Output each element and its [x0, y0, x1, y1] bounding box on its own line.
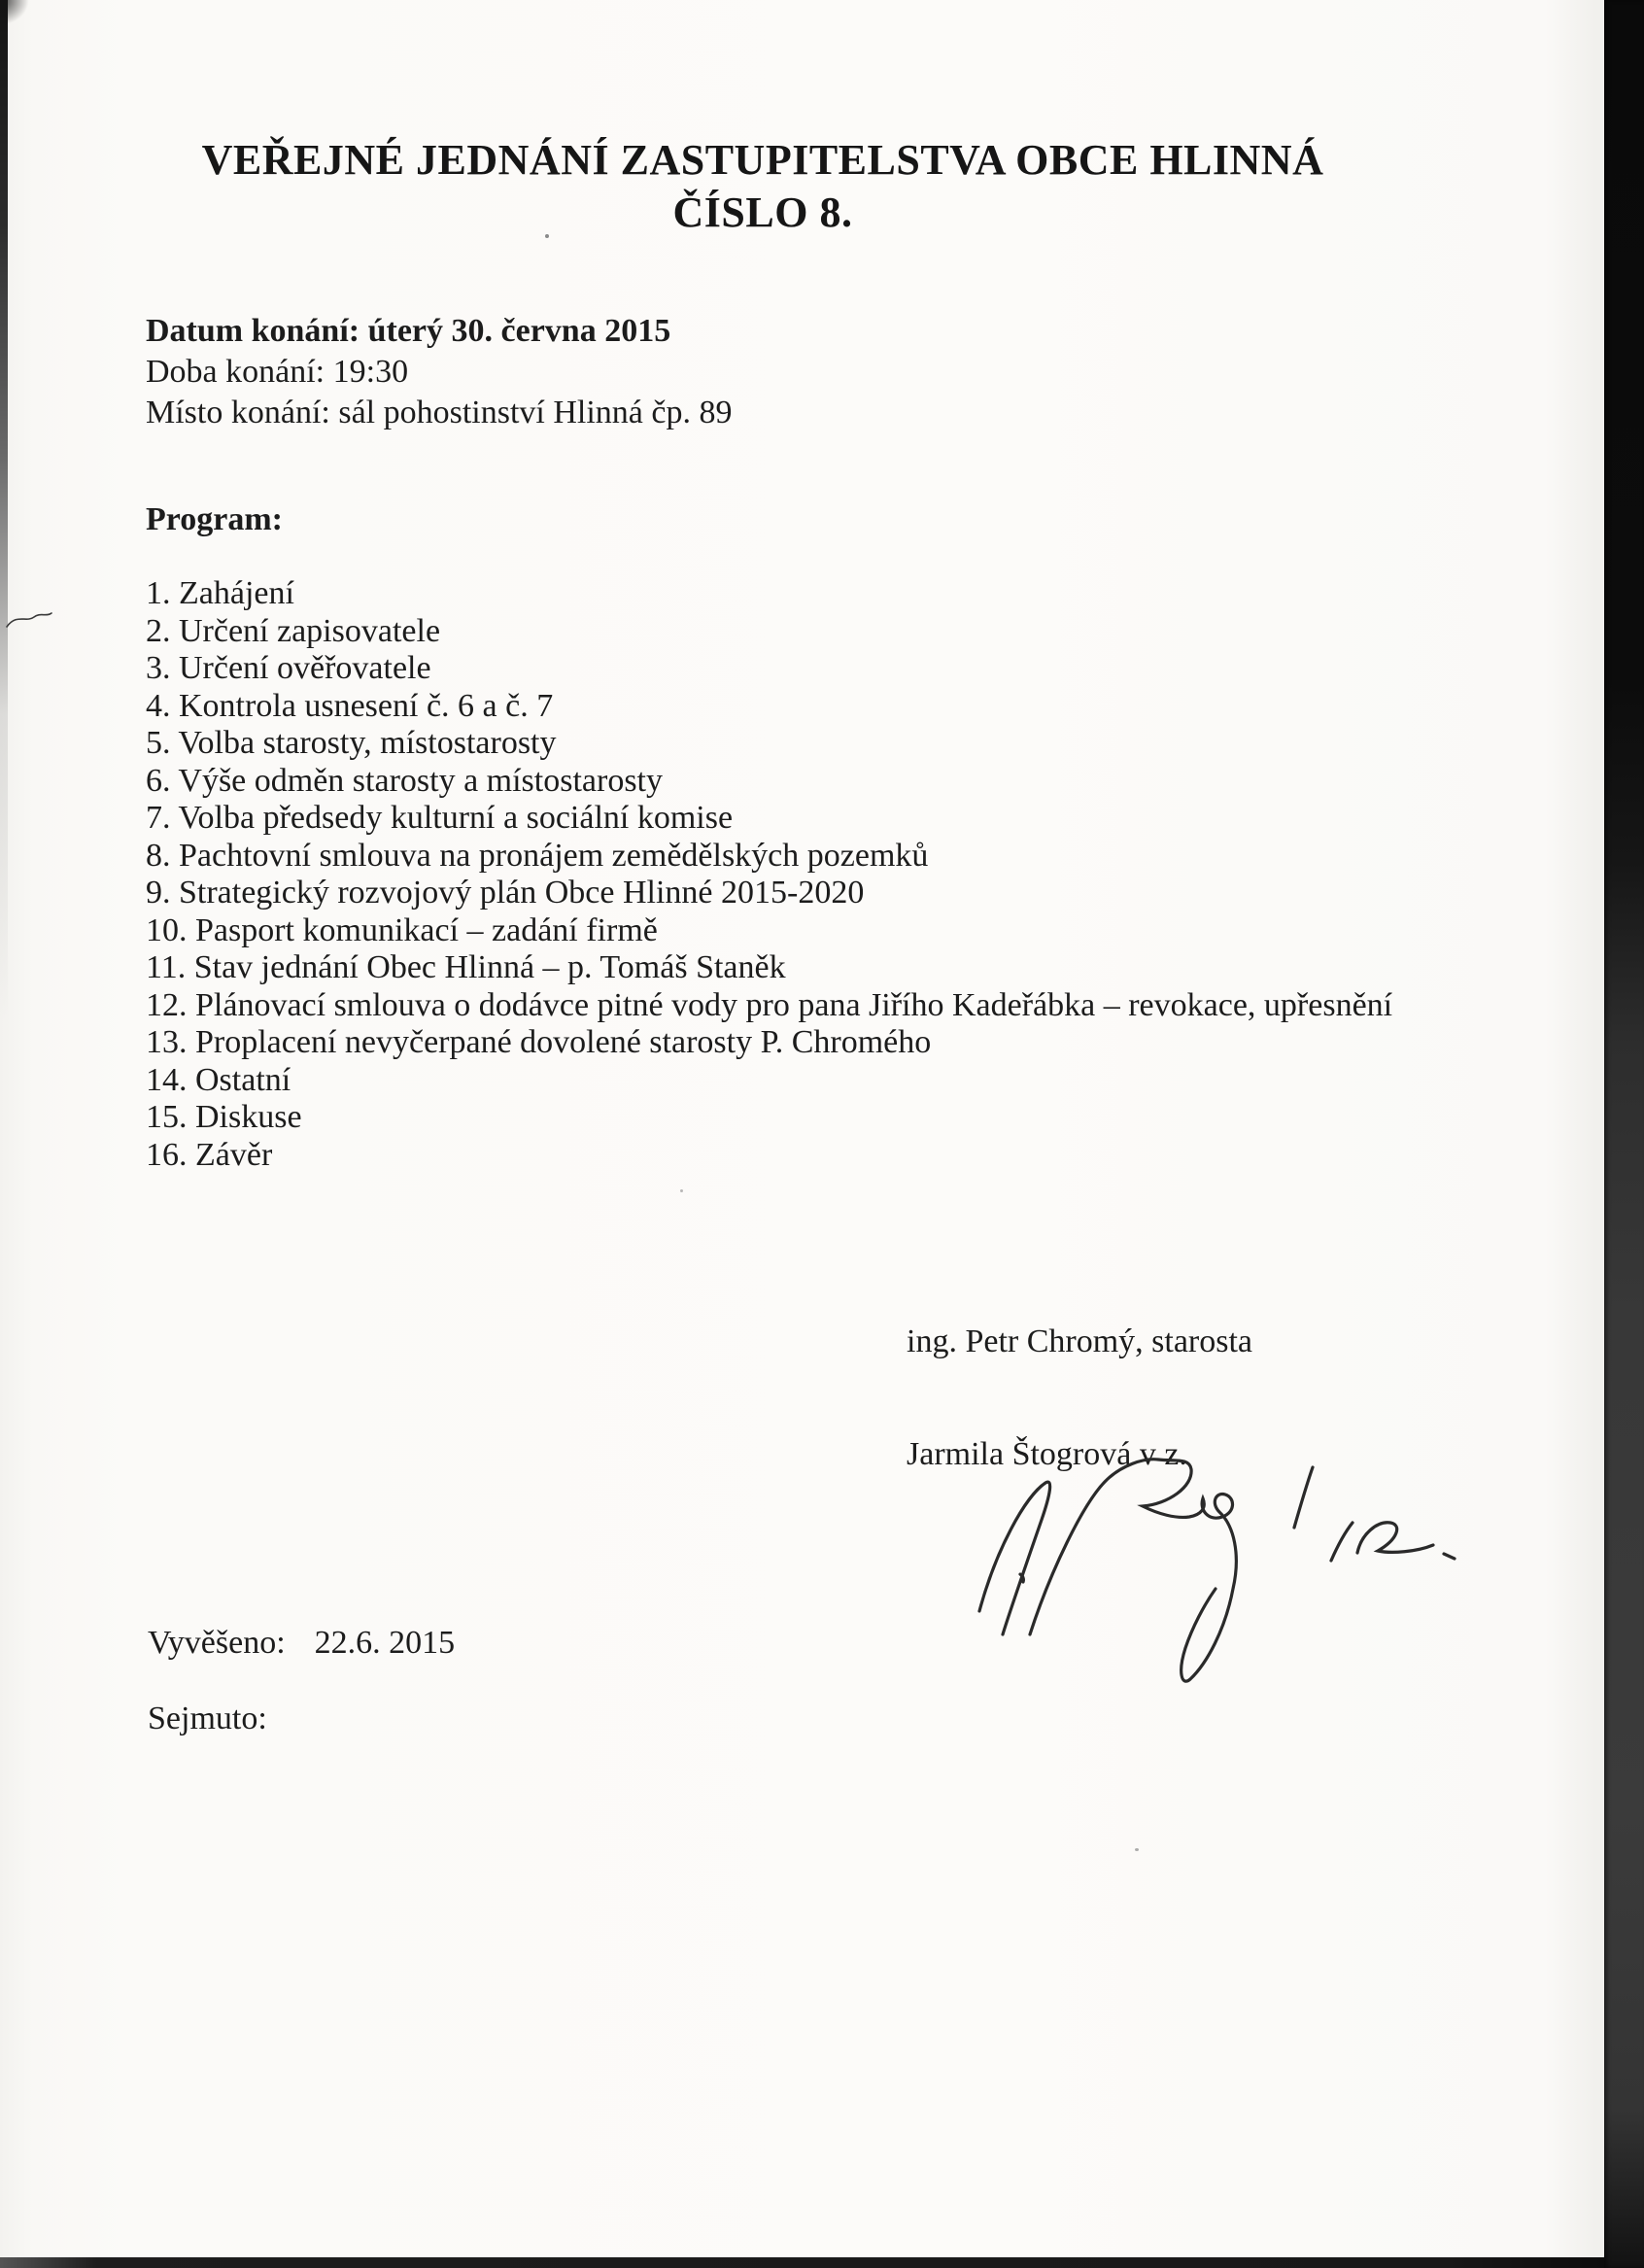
program-item: 10. Pasport komunikací – zadání firmě — [146, 911, 658, 948]
program-item: 2. Určení zapisovatele — [146, 612, 441, 649]
scan-edge-bottom — [0, 2257, 1604, 2268]
program-item: 9. Strategický rozvojový plán Obce Hlinné 2015-2020 — [146, 875, 865, 911]
program-item: 15. Diskuse — [146, 1099, 302, 1135]
posted-line — [148, 1625, 455, 1662]
posted-label: Vyvěšeno: — [148, 1625, 286, 1661]
program-item: 5. Volba starosty, místostarosty — [146, 725, 557, 761]
program-item: 1. Zahájení — [146, 575, 294, 611]
document-title-line2: ČÍSLO 8. — [672, 189, 853, 236]
meeting-meta — [146, 311, 732, 433]
posted-date: 22.6. 2015 — [314, 1625, 456, 1661]
removed-line — [148, 1701, 267, 1737]
removed-label: Sejmuto: — [148, 1701, 267, 1736]
document-title — [0, 134, 1564, 239]
scan-speck — [680, 1189, 683, 1192]
signatory-deputy: Jarmila Štogrová v z. — [907, 1436, 1187, 1472]
meeting-time: Doba konání: 19:30 — [146, 354, 409, 390]
program-item: 11. Stav jednání Obec Hlinná – p. Tomáš Staněk — [146, 949, 786, 985]
document-title-line1: VEŘEJNÉ JEDNÁNÍ ZASTUPITELSTVA OBCE HLINNÁ — [201, 136, 1324, 184]
program-item: 6. Výše odměn starosty a místostarosty — [146, 762, 663, 799]
program-heading: Program: — [146, 501, 283, 537]
program-item: 4. Kontrola usnesení č. 6 a č. 7 — [146, 687, 554, 724]
program-item: 16. Závěr — [146, 1136, 273, 1173]
meeting-place: Místo konání: sál pohostinství Hlinná čp. 89 — [146, 395, 733, 430]
scan-corner-smudge — [0, 0, 29, 25]
program-item: 14. Ostatní — [146, 1061, 291, 1098]
scan-edge-right — [1604, 0, 1644, 2268]
program-list — [146, 575, 1564, 1174]
program-item: 13. Proplacení nevyčerpané dovolené starosty P. Chromého — [146, 1024, 932, 1060]
signature-scrawl — [952, 1448, 1457, 1701]
meeting-date: Datum konání: úterý 30. června 2015 — [146, 313, 671, 349]
program-item: 3. Určení ověřovatele — [146, 650, 431, 686]
margin-pen-squiggle — [5, 606, 53, 634]
program-item: 12. Plánovací smlouva o dodávce pitné vody pro pana Jiřího Kadeřábka – revokace, upřesnění — [146, 986, 1393, 1023]
program-item: 7. Volba předsedy kulturní a sociální komise — [146, 800, 734, 836]
signatory-primary: ing. Petr Chromý, starosta — [907, 1323, 1253, 1359]
scan-speck — [545, 234, 549, 238]
scan-speck — [1135, 1848, 1139, 1851]
program-item: 8. Pachtovní smlouva na pronájem zemědělských pozemků — [146, 837, 929, 874]
